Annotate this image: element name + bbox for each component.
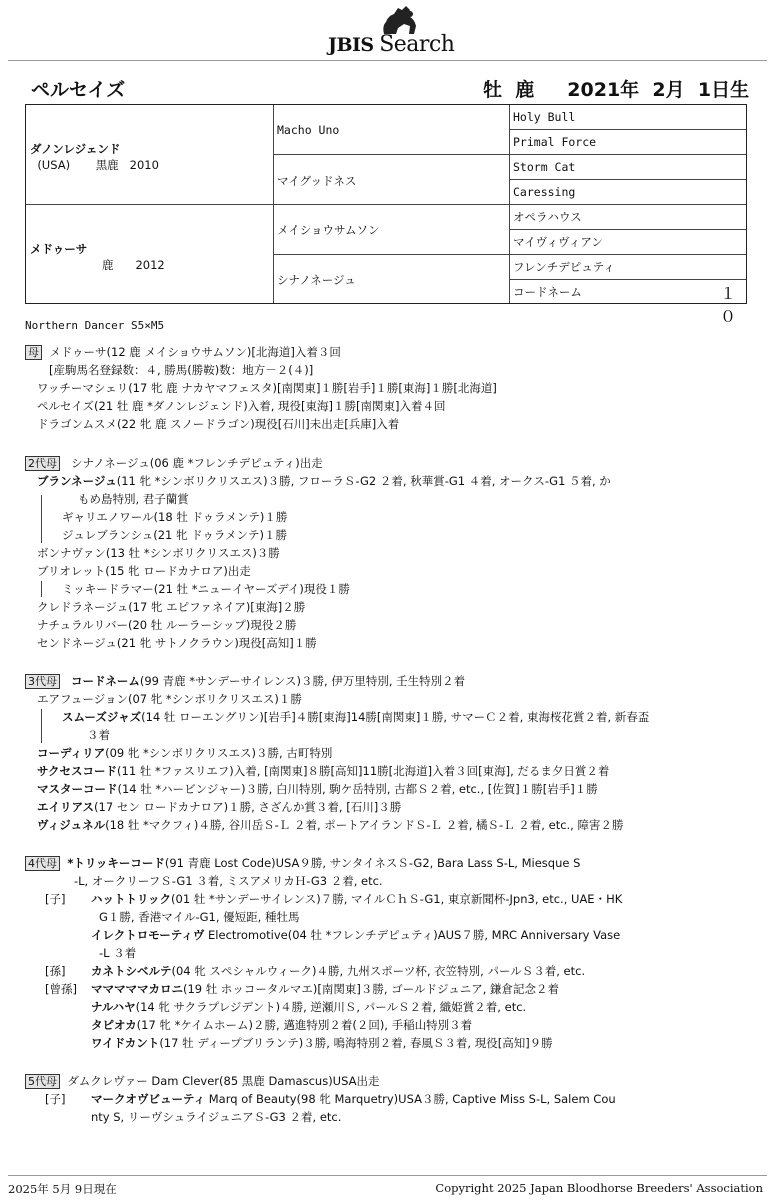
offspring-line: ナチュラルリバー(20 牡 ルーラーシップ)現役２勝: [37, 618, 297, 632]
children-tag: [子]: [45, 892, 66, 906]
offspring-line: エアフュージョン(07 牝 *シンボリクリスエス)１勝: [37, 692, 302, 706]
g3-8: コードネーム: [513, 285, 582, 299]
horse-name: ペルセイズ: [31, 79, 126, 101]
great-grandchildren-tag: [曾孫]: [45, 982, 77, 996]
fifth-dam-label: 5代母: [25, 1074, 60, 1089]
g2-dam-sire: メイショウサムソン: [277, 223, 380, 237]
horse-record-cont: ３着: [87, 728, 110, 742]
horse-record: (11 牝 *シンボリクリスエス)３勝, フローラＳ-G2 ２着, 秋華賞-G1 ４着, オークス-G1 ５着, か: [116, 474, 611, 488]
horse-record: (11 牡 *ファスリエフ)入着, [南関東]８勝[高知]11勝[北海道]入着３回[東海], だるま夕日賞２着: [117, 764, 610, 778]
as-of-date: 2025年 5月 9日現在: [8, 1182, 117, 1196]
horse-record: (14 牝 サクラプレジデント)４勝, 逆瀬川Ｓ, パールＳ２着, 織姫賞２着, etc.: [135, 1000, 527, 1014]
grandchildren-tag: [孫]: [45, 964, 66, 978]
dam-label: 母: [25, 345, 42, 360]
header-divider: [8, 60, 767, 61]
offspring-line: ペルセイズ(21 牡 鹿 *ダノンレジェンド)入着, 現役[東海]１勝[南関東]入着４回: [37, 399, 446, 413]
notable-horse: イレクトロモーティヴ: [91, 928, 205, 942]
second-dam-label: 2代母: [25, 456, 60, 471]
g3-4: Caressing: [513, 185, 576, 199]
horse-record: (01 牡 *サンデーサイレンス)７勝, マイルＣｈＳ-G1, 東京新聞杯-Jpn3, etc., UAE・HK: [171, 892, 623, 906]
offspring-line: クレドラネージュ(17 牝 エピファネイア)[東海]２勝: [37, 600, 306, 614]
notable-horse: エイリアス: [37, 800, 95, 814]
second-dam-head: シナノネージュ(06 鹿 *フレンチデピュティ)出走: [70, 456, 323, 470]
sire-cell: [26, 141, 273, 173]
horse-record: Electromotive(04 牡 *フレンチデピュティ)AUS７勝, MRC Anniversary Vase: [204, 928, 621, 942]
notable-horse: マークオヴビューティ: [91, 1092, 206, 1106]
horse-record: (14 牡 ローエングリン)[岩手]４勝[東海]14勝[南関東]１勝, サマーＣ２着, 東海桜花賞２着, 新春盃: [141, 710, 650, 724]
offspring-line: ドラゴンムスメ(22 牝 鹿 スノードラゴン)現役[石川]未出走[兵庫]入着: [37, 417, 400, 431]
dam-details: 鹿 2012: [102, 258, 165, 272]
logo-text: JBIS Search: [328, 32, 455, 57]
sex-color-birthdate: 牡 鹿 2021年 2月 1日生: [483, 79, 750, 101]
g3-1: Holy Bull: [513, 110, 576, 124]
g3-7: フレンチデピュティ: [513, 260, 615, 274]
footer-divider: [8, 1175, 767, 1176]
g2-dam-dam: シナノネージュ: [277, 273, 356, 287]
jbis-logo[interactable]: [328, 4, 468, 57]
fourth-dam-record-cont: -L, オークリーフＳ-G1 ３着, ミスアメリカＨ-G3 ２着, etc.: [74, 874, 383, 888]
copyright: Copyright 2025 Japan Bloodhorse Breeders' Association: [435, 1181, 763, 1195]
horse-record: (09 牝 *シンボリクリスエス)３勝, 古町特別: [105, 746, 333, 760]
horse-record: (14 牡 *ハービンジャー)３勝, 白川特別, 駒ケ岳特別, 古都Ｓ２着, etc., [佐賀]１勝[岩手]１勝: [117, 782, 598, 796]
notable-horse: スムーズジャズ: [62, 710, 142, 724]
horse-record-cont: nty S, リーヴシュライジュニアＳ-G3 ２着, etc.: [91, 1110, 342, 1124]
fourth-dam-record: (91 青鹿 Lost Code)USA９勝, サンタイネスＳ-G2, Bara Lass S-L, Miesque S: [164, 856, 581, 870]
dam-cell: [26, 241, 273, 273]
notable-horse: タピオカ: [91, 1018, 137, 1032]
children-tag: [子]: [45, 1092, 66, 1106]
fifth-dam-head: ダムクレヴァー Dam Clever(85 黒鹿 Damascus)USA出走: [67, 1074, 380, 1088]
horse-record: (17 牝 *ケイムホーム)２勝, 邁進特別２着(２回), 手稲山特別３着: [136, 1018, 473, 1032]
notable-horse: カネトシベルテ: [91, 964, 172, 978]
notable-horse: ヴィジュネル: [37, 818, 106, 832]
notable-horse: ハットトリック: [91, 892, 172, 906]
notable-horse: ナルハヤ: [91, 1000, 136, 1014]
offspring-line: ブリオレット(15 牝 ロードカナロア)出走: [37, 564, 251, 578]
inbreeding: Northern Dancer S5×M5: [25, 319, 165, 332]
horse-record-cont: G１勝, 香港マイル-G1, 優短距, 種牡馬: [99, 910, 300, 924]
horse-record: (18 牡 *マクフィ)４勝, 谷川岳Ｓ-Ｌ ２着, ポートアイランドＳ-Ｌ ２着, 橘Ｓ-Ｌ ２着, etc., 障害２勝: [105, 818, 624, 832]
sire-details: (USA) 黒鹿 2010: [37, 158, 159, 172]
sire-name: ダノンレジェンド: [30, 142, 121, 156]
g3-5: オペラハウス: [513, 210, 582, 224]
notable-horse: マスターコード: [37, 782, 118, 796]
dam-name: メドゥーサ: [30, 242, 88, 256]
notable-horse: コーディリア: [37, 746, 106, 760]
horse-record: (17 牡 ディープブリランテ)３勝, 鳴海特別２着, 春風Ｓ３着, 現役[高知]９勝: [159, 1036, 553, 1050]
g3-2: Primal Force: [513, 135, 597, 149]
notable-horse: ワイドカント: [91, 1036, 160, 1050]
notable-horse: ブランネージュ: [37, 474, 117, 488]
fourth-dam-name: *トリッキーコード: [67, 856, 165, 870]
offspring-line: ミッキードラマー(21 牡 *ニューイヤーズデイ)現役１勝: [62, 582, 350, 596]
horse-record: (19 牡 ホッコータルマエ)[南関東]３勝, ゴールドジュニア, 鎌倉記念２着: [183, 982, 560, 996]
horse-record-cont: もめ島特別, 君子蘭賞: [78, 492, 189, 506]
g2-sire-sire: Macho Uno: [277, 123, 340, 137]
notable-horse: マママママカロニ: [91, 982, 183, 996]
third-dam-name: コードネーム: [70, 674, 140, 688]
horse-record: (04 牝 スペシャルウィーク)４勝, 九州スポーツ杯, 衣笠特別, パールＳ３着, etc.: [171, 964, 586, 978]
horse-record: Marq of Beauty(98 牝 Marquetry)USA３勝, Captive Miss S-L, Salem Cou: [205, 1092, 616, 1106]
third-dam-record: (99 青鹿 *サンデーサイレンス)３勝, 伊万里特別, 壬生特別２着: [139, 674, 466, 688]
notable-horse: サクセスコード: [37, 764, 118, 778]
offspring-line: ギャリエノワール(18 牡 ドゥラメンテ)１勝: [62, 510, 288, 524]
dam-line: メドゥーサ(12 鹿 メイショウサムソン)[北海道]入着３回: [49, 345, 341, 359]
fourth-dam-label: 4代母: [25, 856, 60, 871]
horse-record-cont: -L ３着: [99, 946, 137, 960]
offspring-line: ワッチーマシェリ(17 牝 鹿 ナカヤマフェスタ)[南関東]１勝[岩手]１勝[東海]１勝[北海道]: [37, 381, 497, 395]
g3-3: Storm Cat: [513, 160, 576, 174]
g3-6: マイヴィヴィアン: [513, 235, 603, 249]
dam-offspring-summary: [産駒馬名登録数：４, 勝馬(勝鞍)数：地方－２(４)]: [49, 363, 314, 377]
offspring-line: ジュレブランシュ(21 牝 ドゥラメンテ)１勝: [62, 528, 288, 542]
family-number: １０: [720, 284, 737, 326]
offspring-line: ボンナヴァン(13 牡 *シンボリクリスエス)３勝: [37, 546, 280, 560]
horse-record: (17 セン ロードカナロア)１勝, さざんか賞３着, [石川]３勝: [94, 800, 402, 814]
third-dam-label: 3代母: [25, 674, 60, 689]
g2-sire-dam: マイグッドネス: [277, 174, 357, 188]
offspring-line: センドネージュ(21 牝 サトノクラウン)現役[高知]１勝: [37, 636, 317, 650]
